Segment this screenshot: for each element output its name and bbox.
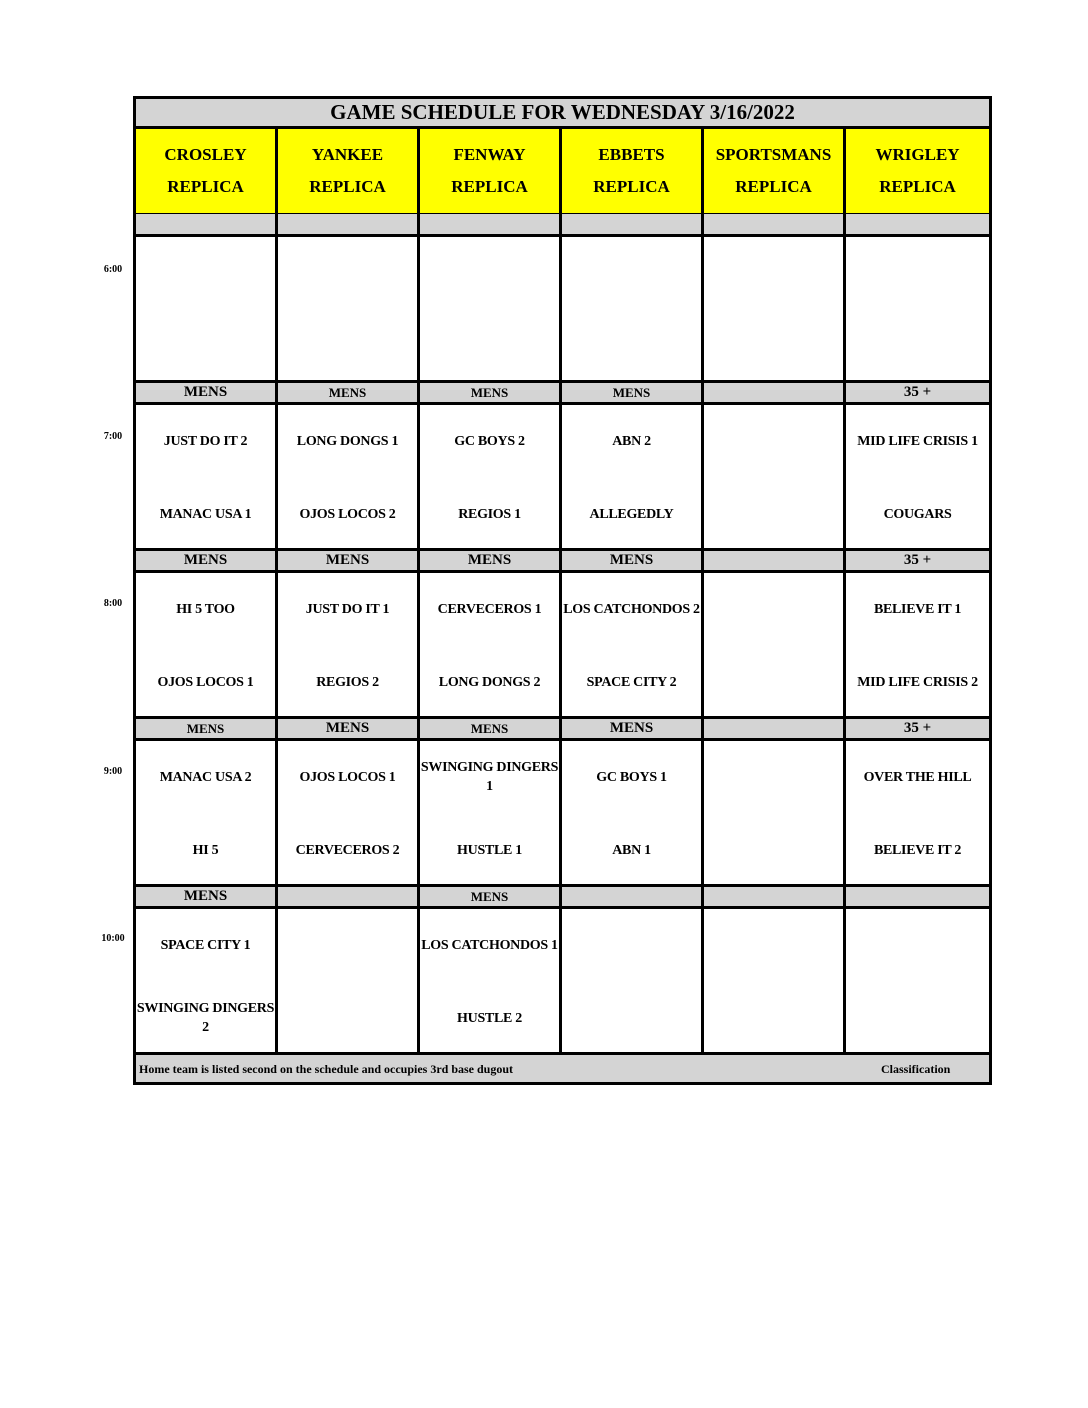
classification-cell	[561, 886, 703, 908]
away-team: GC BOYS 1	[596, 769, 667, 785]
time-label-7: 7:00	[103, 431, 123, 442]
home-team: BELIEVE IT 2	[873, 842, 962, 858]
away-team: GC BOYS 2	[454, 433, 525, 449]
classification-cell: MENS	[135, 718, 277, 740]
classification-cell: MENS	[277, 550, 419, 572]
game-cell	[277, 404, 419, 550]
game-cell	[135, 404, 277, 550]
away-team	[704, 757, 843, 797]
home-team: REGIOS 2	[316, 674, 379, 690]
away-team: HI 5 TOO	[176, 601, 235, 617]
home-team: SPACE CITY 2	[586, 674, 677, 690]
classification-cell: MENS	[419, 550, 561, 572]
classification-row	[135, 886, 991, 908]
home-team: ABN 1	[612, 842, 651, 858]
away-team: CERVECEROS 1	[437, 601, 542, 617]
away-team	[704, 421, 843, 461]
home-team	[846, 998, 989, 1038]
away-team	[562, 925, 701, 965]
game-cell	[419, 740, 561, 886]
game-cell	[703, 740, 845, 886]
home-team: REGIOS 1	[458, 506, 521, 522]
game-cell	[277, 908, 419, 1054]
home-team	[704, 662, 843, 702]
game-cell	[561, 572, 703, 718]
game-cell	[419, 236, 561, 382]
classification-cell	[703, 718, 845, 740]
classification-cell	[703, 550, 845, 572]
classification-cell	[703, 382, 845, 404]
classification-cell: MENS	[277, 382, 419, 404]
schedule-title: GAME SCHEDULE FOR WEDNESDAY 3/16/2022	[135, 98, 991, 128]
footer-cell	[135, 1054, 991, 1084]
field-subtitle: REPLICA	[309, 177, 386, 196]
slot-row-10pm	[135, 908, 991, 1054]
game-cell	[277, 740, 419, 886]
away-team: OVER THE HILL	[863, 769, 972, 785]
away-team	[278, 925, 417, 965]
slot-row-6pm	[135, 236, 991, 382]
field-subtitle: REPLICA	[735, 177, 812, 196]
game-cell	[561, 236, 703, 382]
home-team	[704, 830, 843, 870]
classification-cell: MENS	[419, 382, 561, 404]
away-team	[846, 925, 989, 965]
away-team: OJOS LOCOS 1	[299, 769, 396, 785]
away-team	[704, 925, 843, 965]
slot-row-9pm	[135, 740, 991, 886]
home-team: ALLEGEDLY	[589, 506, 674, 522]
game-cell	[135, 236, 277, 382]
game-cell	[419, 908, 561, 1054]
field-name: CROSLEY	[164, 145, 247, 164]
game-cell	[135, 572, 277, 718]
away-team: ABN 2	[612, 433, 651, 449]
home-team: LONG DONGS 2	[438, 674, 541, 690]
game-cell	[703, 908, 845, 1054]
game-cell	[703, 404, 845, 550]
slot-row-8pm	[135, 572, 991, 718]
away-team: LOS CATCHONDOS 1	[421, 937, 558, 953]
field-header-row	[135, 128, 991, 214]
game-cell	[703, 236, 845, 382]
game-cell	[845, 404, 991, 550]
field-subtitle: REPLICA	[879, 177, 956, 196]
classification-cell: MENS	[419, 886, 561, 908]
home-team: HUSTLE 1	[457, 842, 522, 858]
time-label-10: 10:00	[101, 933, 125, 944]
classification-cell: MENS	[561, 718, 703, 740]
slot-row-7pm	[135, 404, 991, 550]
schedule-table	[133, 96, 992, 1085]
away-team: SPACE CITY 1	[160, 937, 251, 953]
field-header	[277, 128, 419, 214]
classification-row	[135, 382, 991, 404]
field-name: EBBETS	[598, 145, 665, 164]
game-cell	[845, 236, 991, 382]
game-cell	[135, 740, 277, 886]
home-team	[562, 998, 701, 1038]
away-team: LOS CATCHONDOS 2	[563, 601, 700, 617]
away-team: JUST DO IT 2	[163, 433, 248, 449]
game-cell	[561, 404, 703, 550]
footer-row	[135, 1054, 991, 1084]
classification-row	[135, 550, 991, 572]
field-subtitle: REPLICA	[593, 177, 670, 196]
classification-cell: MENS	[561, 550, 703, 572]
away-team: MID LIFE CRISIS 1	[857, 433, 978, 449]
classification-cell	[703, 886, 845, 908]
classification-row	[135, 718, 991, 740]
home-team: HUSTLE 2	[457, 1010, 522, 1026]
home-team: MANAC USA 1	[159, 506, 252, 522]
field-header	[135, 128, 277, 214]
classification-cell: MENS	[135, 550, 277, 572]
time-label-8: 8:00	[103, 598, 123, 609]
game-cell	[419, 572, 561, 718]
field-name: YANKEE	[311, 145, 384, 164]
home-team: MID LIFE CRISIS 2	[857, 674, 978, 690]
game-cell	[419, 404, 561, 550]
classification-cell: MENS	[419, 718, 561, 740]
game-cell	[703, 572, 845, 718]
game-cell	[845, 740, 991, 886]
home-team: OJOS LOCOS 2	[299, 506, 396, 522]
field-name: SPORTSMANS	[715, 145, 832, 164]
field-subtitle: REPLICA	[167, 177, 244, 196]
home-team: SWINGING DINGERS 2	[136, 1001, 275, 1035]
away-team: LONG DONGS 1	[296, 433, 399, 449]
away-team: MANAC USA 2	[159, 769, 252, 785]
classification-cell: MENS	[561, 382, 703, 404]
home-team: HI 5	[192, 842, 219, 858]
home-team: COUGARS	[883, 506, 952, 522]
away-team	[704, 589, 843, 629]
away-team: SWINGING DINGERS 1	[420, 760, 559, 794]
classification-cell: 35 +	[845, 550, 991, 572]
gray-separator	[135, 214, 991, 236]
home-team	[704, 998, 843, 1038]
home-team: OJOS LOCOS 1	[157, 674, 254, 690]
game-cell	[561, 908, 703, 1054]
classification-cell: 35 +	[845, 382, 991, 404]
classification-cell: MENS	[277, 718, 419, 740]
away-team: JUST DO IT 1	[305, 601, 390, 617]
game-cell	[561, 740, 703, 886]
game-cell	[135, 908, 277, 1054]
time-label-6: 6:00	[103, 264, 123, 275]
home-team-note: Home team is listed second on the schedule and occupies 3rd base dugout	[139, 1062, 514, 1076]
home-team: CERVECEROS 2	[295, 842, 400, 858]
time-label-9: 9:00	[103, 766, 123, 777]
away-team: BELIEVE IT 1	[873, 601, 962, 617]
game-cell	[845, 908, 991, 1054]
classification-cell: MENS	[135, 886, 277, 908]
game-cell	[277, 572, 419, 718]
field-header	[419, 128, 561, 214]
field-header	[703, 128, 845, 214]
field-header	[845, 128, 991, 214]
classification-legend: Classification	[881, 1062, 951, 1076]
home-team	[704, 494, 843, 534]
game-cell	[277, 236, 419, 382]
field-name: WRIGLEY	[875, 145, 960, 164]
classification-cell: MENS	[135, 382, 277, 404]
classification-cell	[277, 886, 419, 908]
field-header	[561, 128, 703, 214]
classification-cell	[845, 886, 991, 908]
classification-cell: 35 +	[845, 718, 991, 740]
field-name: FENWAY	[453, 145, 526, 164]
field-subtitle: REPLICA	[451, 177, 528, 196]
game-cell	[845, 572, 991, 718]
home-team	[278, 998, 417, 1038]
